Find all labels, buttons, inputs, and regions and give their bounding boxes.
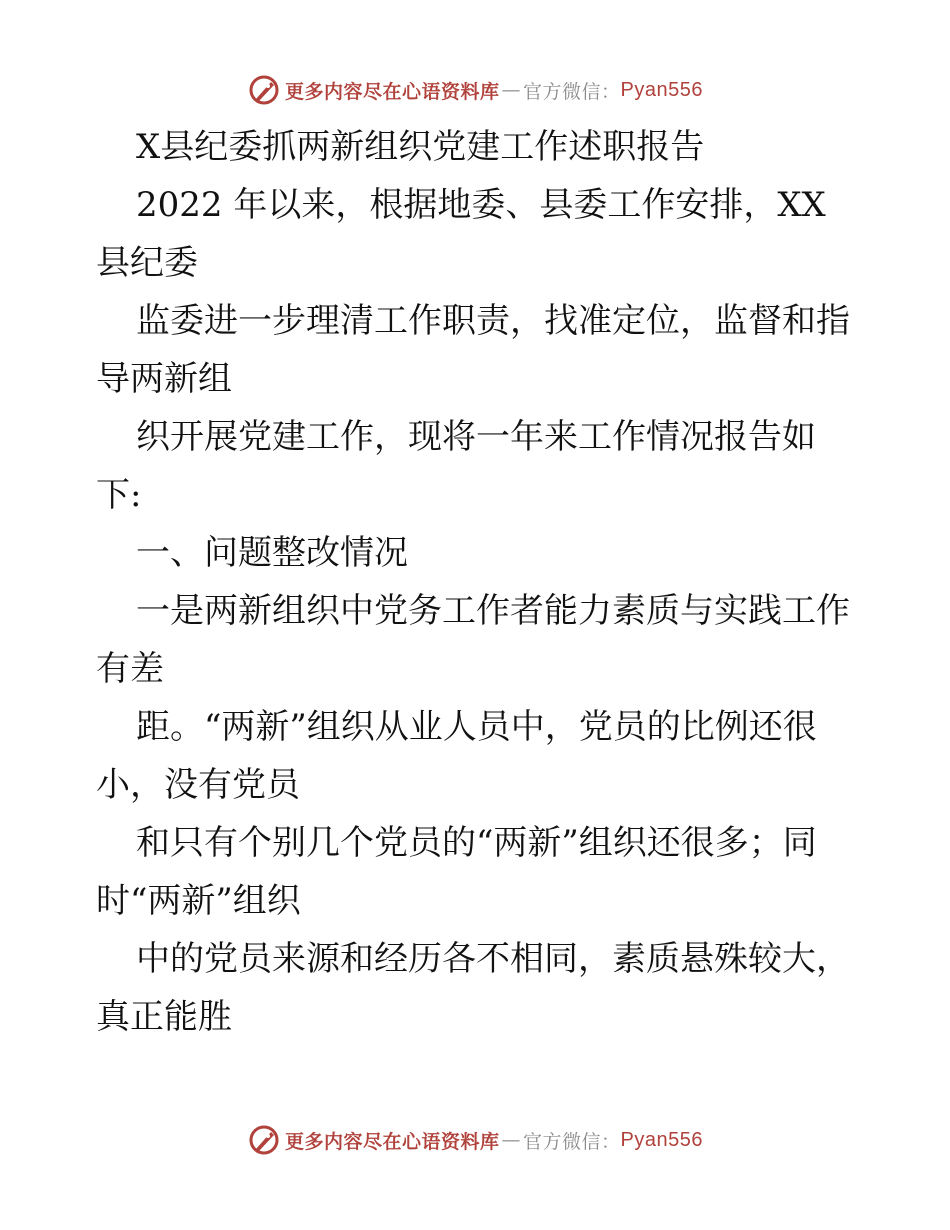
document-body bbox=[96, 118, 856, 1046]
banner-brand-text: 更多内容尽在心语资料库 bbox=[285, 80, 500, 103]
banner-dash: — bbox=[501, 79, 522, 101]
footer-banner bbox=[0, 1120, 950, 1160]
document-title: X县纪委抓两新组织党建工作述职报告 bbox=[136, 127, 705, 167]
pen-logo-icon bbox=[247, 73, 281, 107]
banner-brand-text: 更多内容尽在心语资料库 bbox=[285, 1130, 500, 1153]
section-heading: 一、问题整改情况 bbox=[136, 533, 408, 573]
banner-official-label: 官方微信： bbox=[523, 80, 621, 103]
banner-official-label: 官方微信： bbox=[523, 1130, 621, 1153]
banner-wechat-id: Pyan556 bbox=[620, 1128, 703, 1151]
paragraph: 监委进一步理清工作职责，找准定位，监督和指导两新组 bbox=[96, 301, 850, 399]
paragraph: 2022 年以来，根据地委、县委工作安排，XX 县纪委 bbox=[96, 185, 826, 283]
paragraph: 一是两新组织中党务工作者能力素质与实践工作有差 bbox=[96, 591, 850, 689]
paragraph: 和只有个别几个党员的“两新”组织还很多；同时“两新”组织 bbox=[96, 823, 817, 921]
paragraph: 织开展党建工作，现将一年来工作情况报告如下: bbox=[96, 417, 816, 515]
banner-dash: — bbox=[501, 1129, 522, 1151]
header-banner bbox=[0, 70, 950, 110]
paragraph: 距。“两新”组织从业人员中，党员的比例还很小，没有党员 bbox=[96, 707, 817, 805]
pen-logo-icon bbox=[247, 1123, 281, 1157]
paragraph: 中的党员来源和经历各不相同，素质悬殊较大，真正能胜 bbox=[96, 939, 850, 1037]
banner-wechat-id: Pyan556 bbox=[620, 78, 703, 101]
